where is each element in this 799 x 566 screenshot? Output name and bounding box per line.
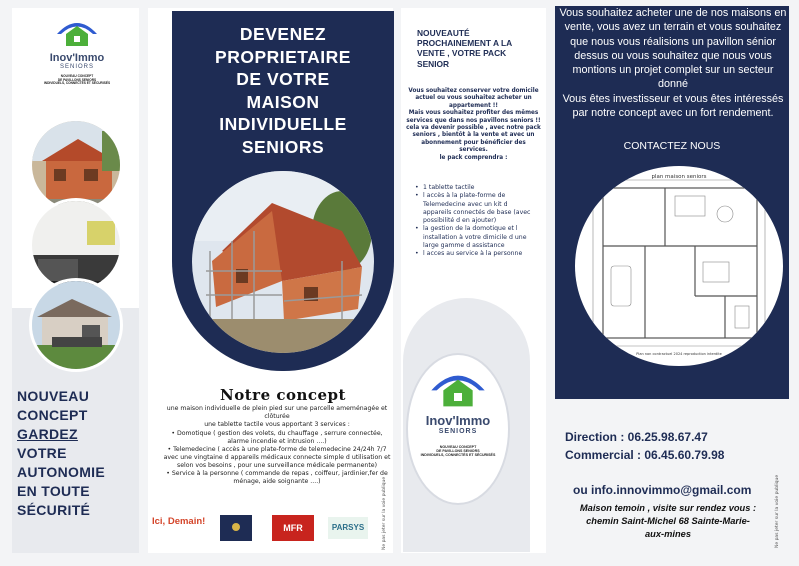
concept-text [162,405,392,486]
concept-item: • Service à la personne ( commande de repas , coiffeur, jardinier,fer de ménage, aide soignante ....) [162,470,392,486]
showroom-line: chemin Saint-Michel 68 Sainte-Marie- [586,515,750,526]
pack-item: • l acces au service à la personne [415,250,533,258]
logo-tagline-3: INDIVIDUELS, CONNECTÉS ET SÉCURISÉS [420,453,496,458]
intro-text [557,6,789,120]
slogan-line-3: GARDEZ [17,426,78,442]
pack-item: • l accès à la plate-forme de Telemedecine avec un kit d appareils connectés de base (avec possibilité d en ajouter) [415,192,533,225]
news-body-line: Mais vous souhaitez profiter des mêmes [408,110,539,117]
hero-title-line: SENIORS [241,136,325,157]
partner-ici-demain-logo: Ici, Demain! [152,516,206,527]
news-title [417,28,543,69]
news-body-line: le pack comprendra : [439,154,508,161]
email-link[interactable]: ou info.innovimmo@gmail.com [573,483,752,497]
intro-line: par notre concept avec un fort rendement. [572,107,774,120]
house-logo-icon [428,369,488,409]
partner-emblem-logo [220,515,252,541]
direction-phone[interactable]: Direction : 06.25.98.67.47 [565,430,708,444]
hero-title-line: DEVENEZ [239,24,327,44]
logo-brand: Inov'Immo [49,52,105,64]
pack-item: • 1 tablette tactile [415,184,533,192]
house-logo-icon [55,18,99,48]
logo-block [34,18,120,86]
plan-caption: Plan non contractuel 2024 reproduction interdite [636,352,722,356]
phone-block [565,428,785,464]
news-body-line: cela va devenir possible , avec notre pack [406,125,541,132]
showroom-line: aux-mines [645,528,691,539]
concept-intro-1: une maison individuelle de plein pied sur une parcelle ameménagée et [166,405,388,412]
intro-line: vente, vous avez un terrain et vous souhaitez [564,21,782,34]
news-body-line: services. [459,147,488,154]
floor-plan [575,166,783,366]
pack-list [415,184,533,259]
floor-plan-drawing [575,166,783,366]
news-body [401,88,546,162]
logo-oval [406,353,510,505]
intro-line: Vous êtes investisseur et vous êtes intéressés [562,92,784,105]
slogan-line-4: VOTRE [17,445,67,461]
hero-title [172,23,394,158]
news-body-line: Vous souhaitez conserver votre domicile [408,88,539,94]
hero-title-line: INDIVIDUELLE [219,114,347,134]
vertical-note: Ne pas jeter sur la voie publique [775,474,780,548]
intro-line: dessus ou vous souhaitez que nous vous [574,49,772,62]
slogan-line-2: CONCEPT [17,407,88,423]
slogan-line-7: SÉCURITÉ [17,502,91,518]
concept-intro-3: une tablette tactile vous apportant 3 services : [204,421,350,428]
photo-house-scaffolding [192,171,374,353]
slogan [17,387,137,520]
slogan-line-5: AUTONOMIE [17,464,105,480]
news-body-line: seniors , bientôt à la vente et avec un [412,132,535,139]
panel-contact [555,6,789,399]
concept-item: • Telemedecine ( accès à une plate-forme de telemedecine 24/24h 7/7 avec une vingtaine d appareils médicaux connecte simple d utilisation et selon vos besoins , pour une surveillance médicale permanente) [162,446,392,470]
logo-tagline-1: NOUVEAU CONCEPT [60,74,94,78]
intro-line: que nous vous réalisions un pavillon sénior [570,35,776,48]
hero-title-line: MAISON [246,91,320,112]
panel-hero [148,8,393,553]
logo-sub: SENIORS [59,64,94,70]
showroom-text [563,502,773,540]
news-title-line: SENIOR [417,58,450,69]
partner-mfr-logo: MFR [272,515,314,541]
partner-logos [152,511,382,547]
hero-title-line: DE VOTRE [236,69,330,89]
logo-sub: SENIORS [438,428,478,435]
hero-navy-block [172,11,394,371]
logo-brand: Inov'Immo [425,413,491,428]
contact-label: CONTACTEZ NOUS [623,140,721,152]
hero-title-line: PROPRIETAIRE [215,46,351,67]
news-body-line: services que dans nos pavillons seniors !! [406,117,541,124]
concept-intro-2: clôturée [264,413,290,420]
concept-list [162,430,392,486]
intro-line: montions un projet complet sur un secteur donné [572,64,774,91]
news-title-line: VENTE , VOTRE PACK [417,48,507,59]
news-body-line: appartement !! [449,102,498,109]
commercial-phone[interactable]: Commercial : 06.45.60.79.98 [565,448,725,462]
logo-tagline-3: INDIVIDUELS, CONNECTÉS ET SÉCURISÉS [43,81,111,86]
logo-tagline-2: DE PAVILLONS SENIORS [436,449,480,454]
intro-line: Vous souhaitez acheter une de nos maisons en [559,7,787,19]
news-title-line: PROCHAINEMENT A LA [417,38,513,49]
panel-news [401,8,546,553]
logo-tagline-2: DE PAVILLONS SENIORS [57,77,97,82]
vertical-note: Ne pas jeter sur la voie publique [382,476,387,550]
concept-item: • Domotique ( gestion des volets, du chauffage , serrure connectée, alarme incendie et intrusion ....) [162,430,392,446]
slogan-line-6: EN TOUTE [17,483,90,499]
photo-house-exterior [29,278,123,372]
panel-cover-left [12,8,139,553]
slogan-line-1: NOUVEAU [17,388,90,404]
partner-parsys-logo: PARSYS [328,517,368,539]
showroom-line: Maison temoin , visite sur rendez vous : [579,503,757,513]
pack-item: • la gestion de la domotique et l installation à votre dimicile d une large gamme d assistance [415,225,533,250]
logo-tagline-1: NOUVEAU CONCEPT [439,445,477,449]
concept-title: Notre concept [220,386,346,404]
news-body-line: actuel ou vous souhaitez acheter un [415,95,532,102]
news-title-line: NOUVEAUTÉ [417,28,470,38]
plan-title: plan maison seniors [651,174,707,180]
news-body-line: abonnement pour bénéficier des [421,139,526,146]
